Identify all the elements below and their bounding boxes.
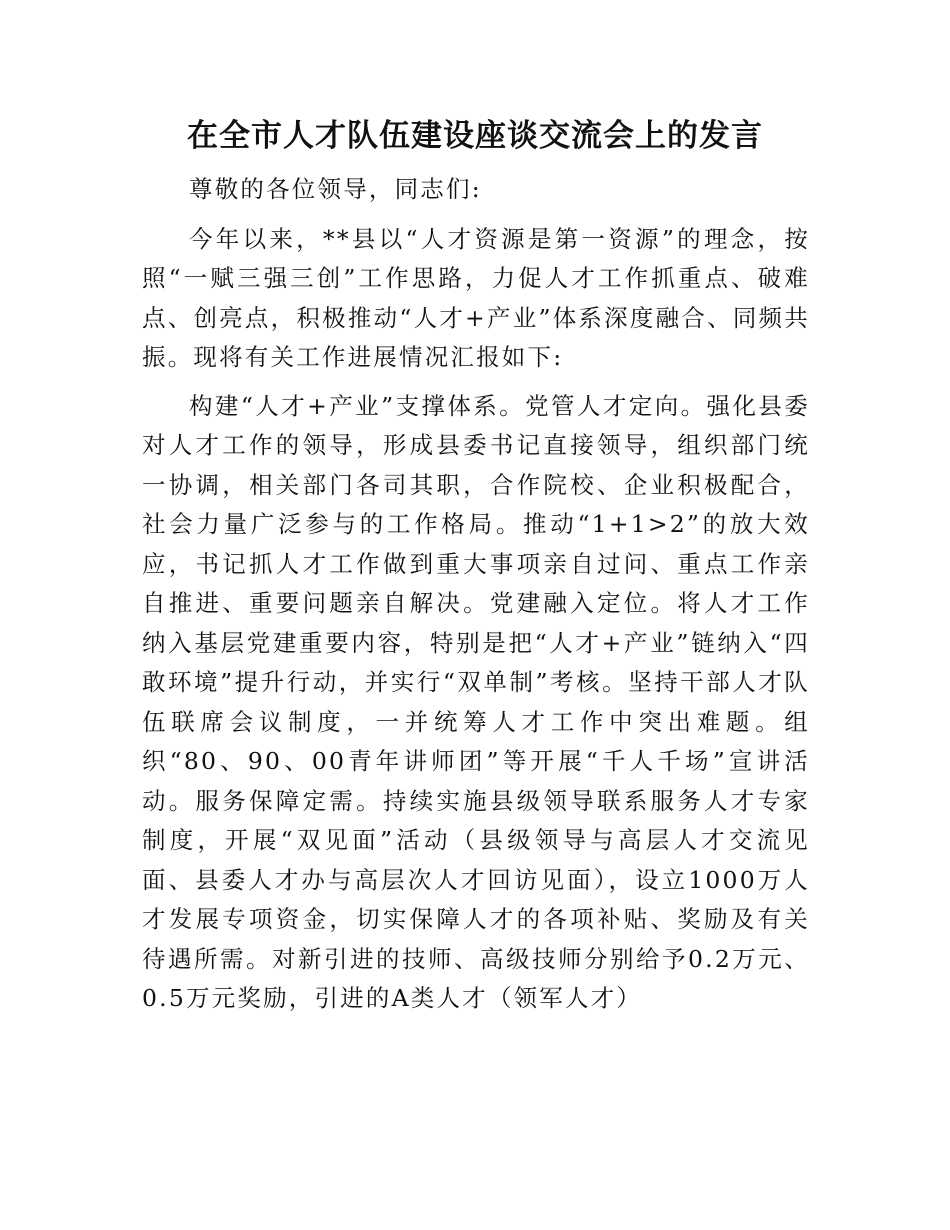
- paragraph-support-system: 构建“人才+产业”支撑体系。党管人才定向。强化县委对人才工作的领导，形成县委书记直接领导，组织部门统一协调，相关部门各司其职，合作院校、企业积极配合，社会力量广泛参与的工作格局。推动“1+1>2”的放大效应，书记抓人才工作做到重大事项亲自过问、重点工作亲自推进、重要问题亲自解决。党建融入定位。将人才工作纳入基层党建重要内容，特别是把“人才+产业”链纳入“四敢环境”提升行动，并实行“双单制”考核。坚持干部人才队伍联席会议制度，一并统筹人才工作中突出难题。组织“80、90、00青年讲师团”等开展“千人千场”宣讲活动。服务保障定需。持续实施县级领导联系服务人才专家制度，开展“双见面”活动（县级领导与高层人才交流见面、县委人才办与高层次人才回访见面），设立1000万人才发展专项资金，切实保障人才的各项补贴、奖励及有关待遇所需。对新引进的技师、高级技师分别给予0.2万元、0.5万元奖励，引进的A类人才（领军人才）: [142, 391, 810, 1012]
- document-title: 在全市人才队伍建设座谈交流会上的发言: [187, 118, 763, 154]
- document-body: [142, 170, 810, 1019]
- salutation: 尊敬的各位领导，同志们:: [189, 175, 482, 203]
- paragraph-intro: 今年以来，**县以“人才资源是第一资源”的理念，按照“一赋三强三创”工作思路，力促人才工作抓重点、破难点、创亮点，积极推动“人才+产业”体系深度融合、同频共振。现将有关工作进展情况汇报如下:: [142, 224, 810, 371]
